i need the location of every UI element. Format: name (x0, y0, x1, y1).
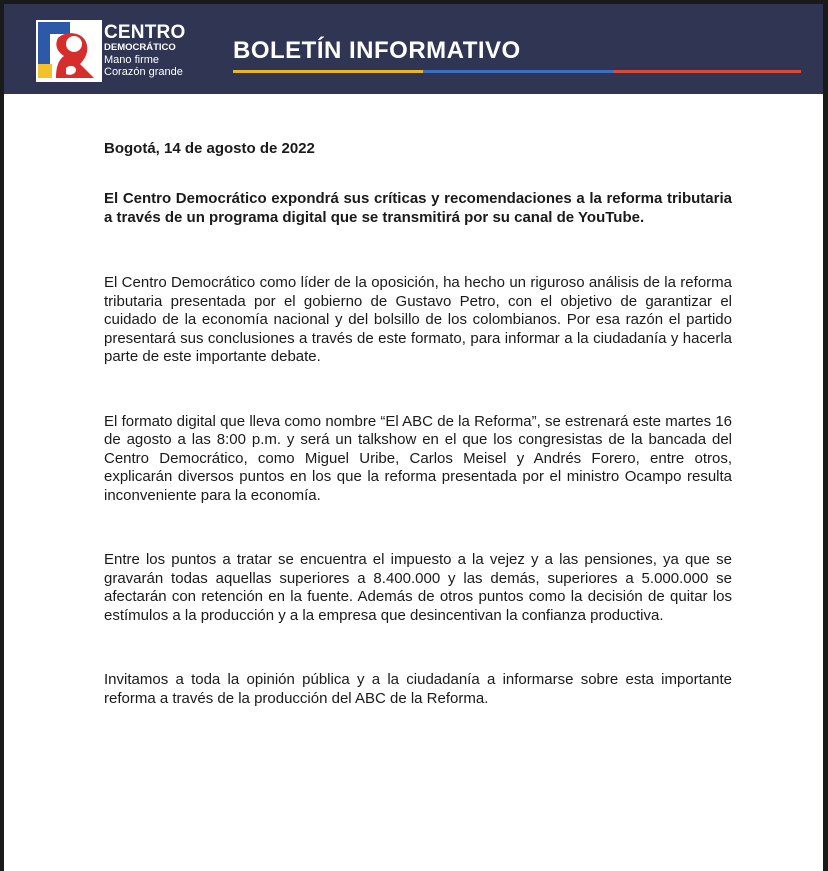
bulletin-title: BOLETÍN INFORMATIVO (233, 37, 521, 64)
party-logo-icon (36, 20, 102, 82)
logo-wordmark (104, 23, 185, 78)
stripe-blue (423, 70, 613, 73)
document-page (4, 4, 823, 871)
stripe-red (613, 70, 801, 73)
body-paragraph: Invitamos a toda la opinión pública y a la ciudadanía a informarse sobre esta importante reforma a través de la producción del ABC de la Reforma. (104, 671, 732, 707)
bulletin-header (4, 4, 823, 94)
logo-line-centro: CENTRO (104, 22, 186, 43)
bulletin-date: Bogotá, 14 de agosto de 2022 (104, 140, 315, 157)
body-paragraph: El formato digital que lleva como nombre “El ABC de la Reforma”, se estrenará este martes 16 de agosto a las 8:00 p.m. y será un talkshow en el que los congresistas de la bancada del Centro Democrático, como Miguel Uribe, Carlos Meisel y Andrés Forero, entre otros, explicarán diversos puntos en los que la reforma presentada por el ministro Ocampo resulta inconveniente para la economía. (104, 412, 732, 504)
logo-slogan-line1: Mano firme (104, 53, 160, 66)
bulletin-body (104, 140, 732, 754)
bulletin-headline: El Centro Democrático expondrá sus críticas y recomendaciones a la reforma tributaria a través de un programa digital que se transmitirá por su canal de YouTube. (104, 190, 732, 226)
body-paragraph: El Centro Democrático como líder de la oposición, ha hecho un riguroso análisis de la reforma tributaria presentada por el gobierno de Gustavo Petro, con el objetivo de garantizar el cuidado de la economía nacional y del bolsillo de los colombianos. Por esa razón el partido presentará sus conclusiones a través de este formato, para informar a la ciudadanía y hacerla parte de este importante debate. (104, 274, 732, 365)
body-paragraph: Entre los puntos a tratar se encuentra el impuesto a la vejez y a las pensiones, ya que se gravarán todas aquellas superiores a 8.400.000 y las demás, superiores a 5.000.000 se afectarán con retención en la fuente. Además de otros puntos como la decisión de quitar los estímulos a la producción y a la empresa que desincentivan la confianza productiva. (104, 551, 732, 624)
stripe-yellow (233, 70, 423, 73)
logo-slogan-line2: Corazón grande (104, 65, 183, 78)
logo-line-democratico: DEMOCRÁTICO (104, 42, 176, 53)
